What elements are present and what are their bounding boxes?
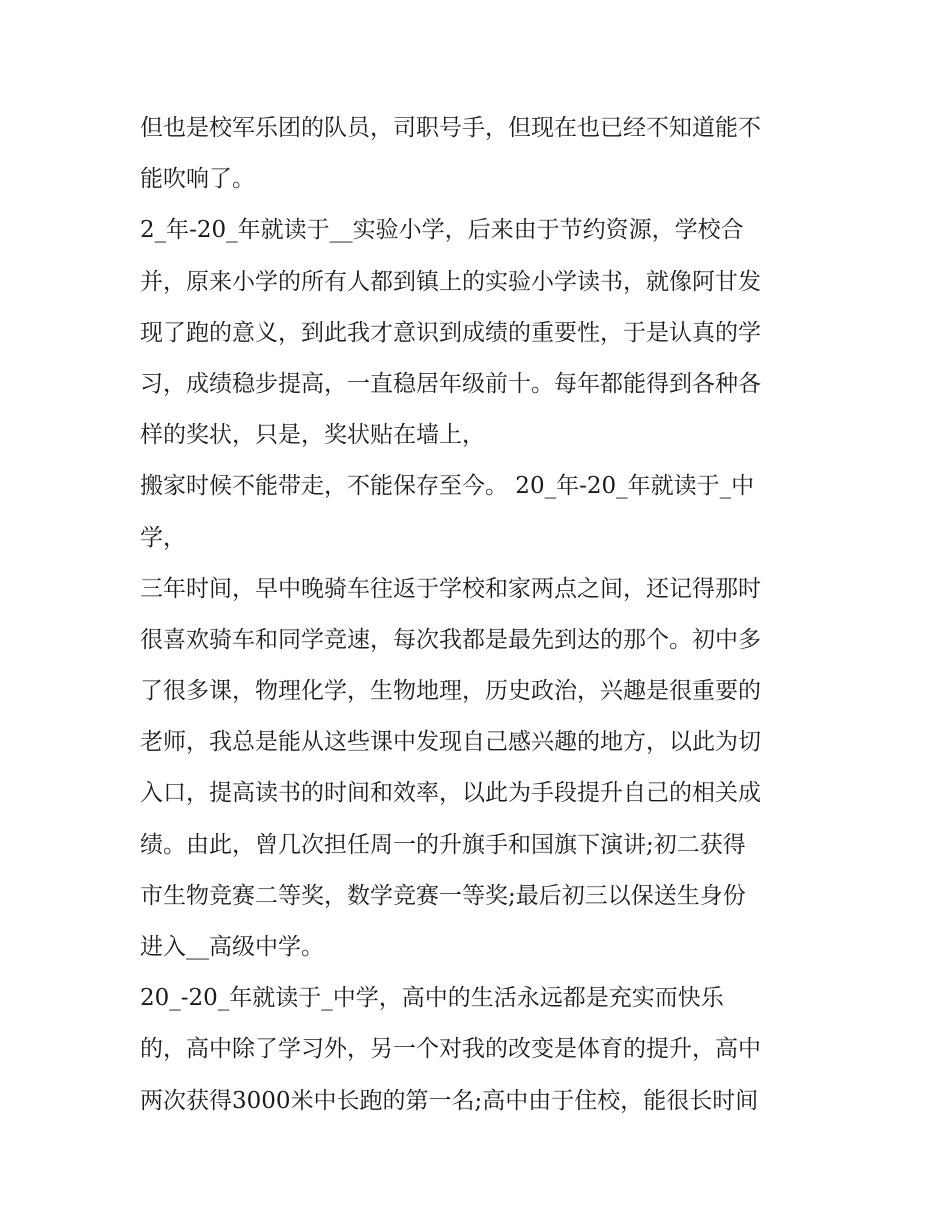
- text-line: 20_-20_年就读于_中学，高中的生活永远都是充实而快乐: [140, 985, 724, 1012]
- text-line: 现了跑的意义，到此我才意识到成绩的重要性，于是认真的学: [140, 319, 761, 346]
- text-line: 很喜欢骑车和同学竞速，每次我都是最先到达的那个。初中多: [140, 626, 761, 653]
- text-line: 能吹响了。: [140, 166, 255, 193]
- text-line: 的，高中除了学习外，另一个对我的改变是体育的提升，高中: [140, 1036, 761, 1063]
- text-line: 样的奖状，只是，奖状贴在墙上，: [140, 422, 485, 449]
- document-body: [140, 103, 820, 1127]
- text-line: 绩。由此，曾几次担任周一的升旗手和国旗下演讲;初二获得: [140, 831, 746, 858]
- text-line: 搬家时候不能带走，不能保存至今。 20_年-20_年就读于_中: [140, 473, 755, 500]
- text-line: 但也是校军乐团的队员，司职号手，但现在也已经不知道能不: [140, 115, 761, 141]
- text-line: 两次获得3000米中长跑的第一名;高中由于住校，能很长时间: [140, 1087, 759, 1114]
- text-line: 并，原来小学的所有人都到镇上的实验小学读书，就像阿甘发: [140, 268, 761, 295]
- text-line: 了很多课，物理化学，生物地理，历史政治，兴趣是很重要的: [140, 678, 761, 705]
- text-line: 三年时间，早中晚骑车往返于学校和家两点之间，还记得那时: [140, 575, 761, 602]
- text-line: 市生物竞赛二等奖，数学竞赛一等奖;最后初三以保送生身份: [140, 882, 746, 909]
- text-line: 进入__高级中学。: [140, 934, 324, 960]
- text-line: 入口，提高读书的时间和效率，以此为手段提升自己的相关成: [140, 780, 761, 807]
- text-line: 习，成绩稳步提高，一直稳居年级前十。每年都能得到各种各: [140, 370, 761, 397]
- text-line: 学，: [140, 524, 186, 551]
- text-line: 老师，我总是能从这些课中发现自己感兴趣的地方，以此为切: [140, 729, 761, 756]
- text-line: 2_年-20_年就读于__实验小学，后来由于节约资源，学校合: [140, 217, 744, 244]
